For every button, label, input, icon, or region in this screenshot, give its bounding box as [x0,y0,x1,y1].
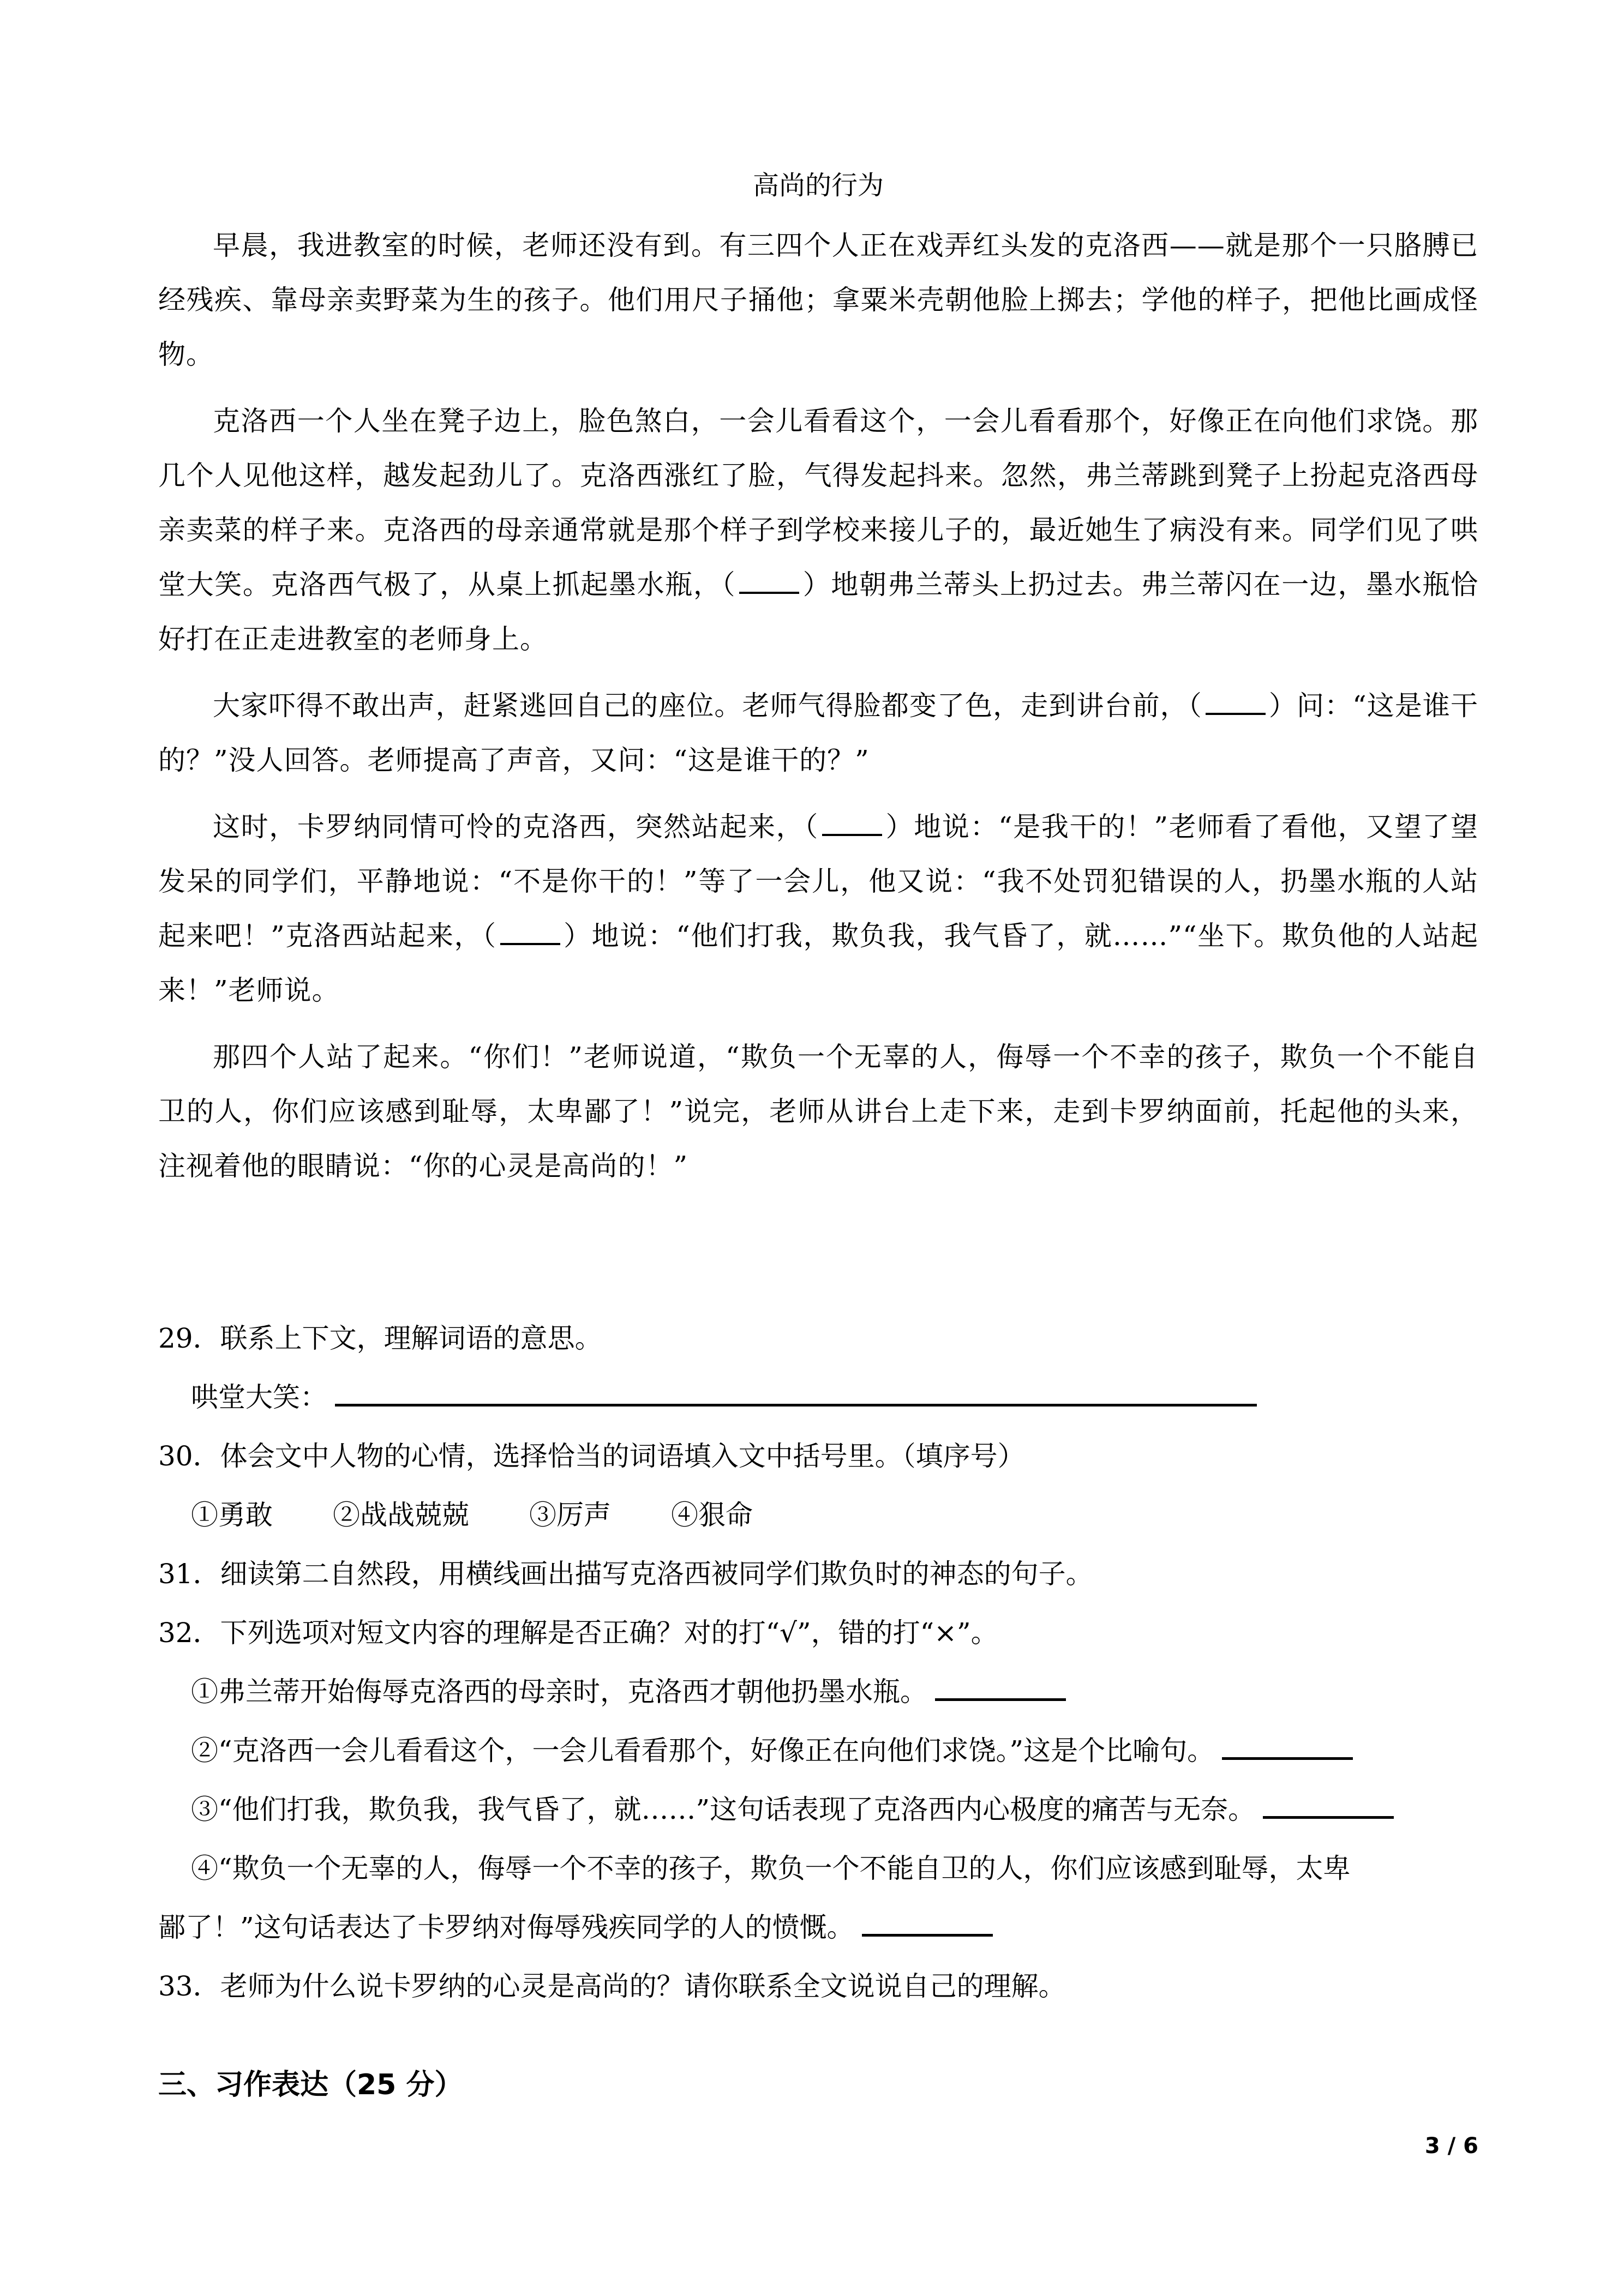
question-31: 31．细读第二自然段，用横线画出描写克洛西被同学们欺负时的神态的句子。 [158,1558,1093,1590]
paragraph-2: 克洛西一个人坐在凳子边上，脸色煞白，一会儿看看这个，一会儿看看那个，好像正在向他们求饶。那几个人见他这样，越发起劲儿了。克洛西涨红了脸，气得发起抖来。忽然，弗兰蒂跳到凳子上扮起克洛西母亲卖菜的样子来。克洛西的母亲通常就是那个样子到学校来接儿子的，最近她生了病没有来。同学们见了哄堂大笑。克洛西气极了，从桌上抓起墨水瓶，（ ）地朝弗兰蒂头上扔过去。弗兰蒂闪在一边，墨水瓶恰好打在正走进教室的老师身上。 [158,405,1479,655]
option-2: ②战战兢兢 [333,1499,469,1531]
section-heading: 三、习作表达（25 分） [158,2069,463,2101]
answer-line-32-1[interactable] [935,1674,1066,1701]
page-number: 3 / 6 [1424,2133,1478,2159]
question-30-options [158,1486,1478,1544]
question-29: 29．联系上下文，理解词语的意思。 [158,1323,602,1354]
paragraph-4: 这时，卡罗纳同情可怜的克洛西，突然站起来，（ ）地说：“是我干的！”老师看了看他，又望了望发呆的同学们，平静地说：“不是你干的！”等了一会儿，他又说：“我不处罚犯错误的人，扔墨水瓶的人站起来吧！”克洛西站起来，（ ）地说：“他们打我，欺负我，我气昏了，就……”“坐下。欺负他的人站起来！”老师说。 [158,811,1478,1006]
paragraph-5: 那四个人站了起来。“你们！”老师说道，“欺负一个无辜的人，侮辱一个不幸的孩子，欺负一个不能自卫的人，你们应该感到耻辱，太卑鄙了！”说完，老师从讲台上走下来，走到卡罗纳面前，托起他的头来，注视着他的眼睛说：“你的心灵是高尚的！” [158,1041,1478,1182]
answer-line-32-4[interactable] [862,1910,993,1937]
fill-blank-2[interactable] [1206,691,1266,715]
fill-blank-1[interactable] [739,570,799,594]
answer-line-29[interactable] [335,1380,1257,1407]
fill-blank-3[interactable] [822,812,882,836]
questions-section [158,1309,1478,2016]
option-3: ③厉声 [529,1499,611,1531]
passage-title: 高尚的行为 [752,170,884,201]
question-32-item-2: ②“克洛西一会儿看看这个，一会儿看看那个，好像正在向他们求饶。”这是个比喻句。 [158,1721,1478,1780]
fill-blank-4[interactable] [500,921,560,945]
paragraph-3: 大家吓得不敢出声，赶紧逃回自己的座位。老师气得脸都变了色，走到讲台前，（ ）问：“这是谁干的？”没人回答。老师提高了声音，又问：“这是谁干的？” [158,690,1478,776]
question-32-item-1: ①弗兰蒂开始侮辱克洛西的母亲时，克洛西才朝他扔墨水瓶。 [158,1662,1478,1721]
question-32-item-3: ③“他们打我，欺负我，我气昏了，就……”这句话表现了克洛西内心极度的痛苦与无奈。 [158,1780,1478,1839]
paragraph-1: 早晨，我进教室的时候，老师还没有到。有三四个人正在戏弄红头发的克洛西——就是那个一只胳膊已经残疾、靠母亲卖野菜为生的孩子。他们用尺子捅他；拿粟米壳朝他脸上掷去；学他的样子，把他比画成怪物。 [158,230,1478,370]
answer-line-32-3[interactable] [1263,1792,1394,1819]
question-32-item-4: ④“欺负一个无辜的人，侮辱一个不幸的孩子，欺负一个不能自卫的人，你们应该感到耻辱，太卑 [191,1853,1351,1884]
answer-line-32-2[interactable] [1222,1733,1353,1760]
option-1: ①勇敢 [191,1499,273,1531]
term-label: 哄堂大笑： [191,1381,327,1413]
question-30: 30．体会文中人物的心情，选择恰当的词语填入文中括号里。（填序号） [158,1440,1025,1472]
question-32: 32．下列选项对短文内容的理解是否正确？对的打“√”，错的打“×”。 [158,1617,998,1649]
reading-passage [158,218,1478,1205]
question-29-answer-row [158,1368,1478,1427]
question-32-item-4-cont: 鄙了！”这句话表达了卡罗纳对侮辱残疾同学的人的愤慨。 [158,1898,1478,1957]
document-page [158,0,1478,2296]
option-4: ④狠命 [671,1499,753,1531]
question-33: 33．老师为什么说卡罗纳的心灵是高尚的？请你联系全文说说自己的理解。 [158,1970,1066,2002]
